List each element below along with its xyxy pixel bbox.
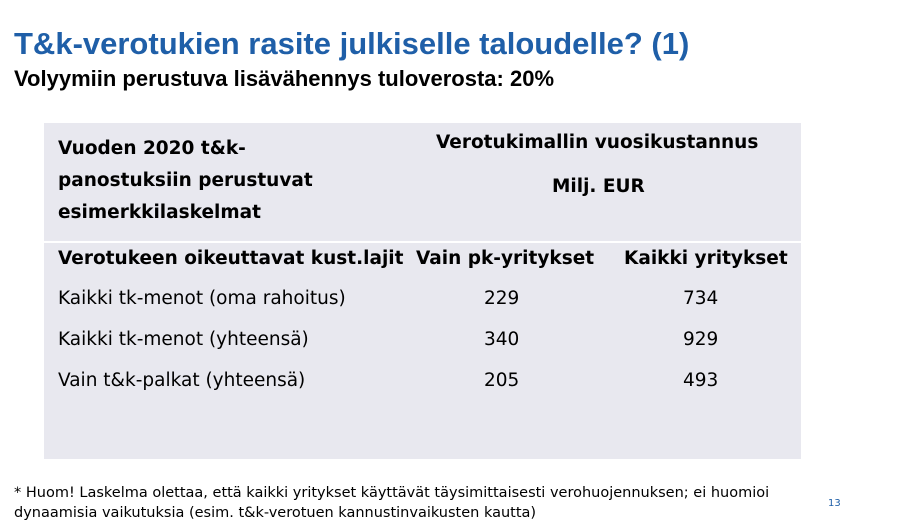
column-header-all-companies: Kaikki yritykset (624, 248, 788, 269)
row-label: Kaikki tk-menot (oma rahoitus) (58, 288, 346, 309)
row-value-all: 493 (683, 370, 719, 391)
header-left-line: esimerkkilaskelmat (58, 202, 261, 223)
row-value-sme: 205 (484, 370, 520, 391)
slide-subtitle: Volyymiin perustuva lisävähennys tuloverosta: 20% (14, 66, 555, 91)
header-left-line: Vuoden 2020 t&k- (58, 138, 246, 159)
cost-table (44, 123, 801, 459)
footnote-line: * Huom! Laskelma olettaa, että kaikki yritykset käyttävät täysimittaisesti verohuojennuksen; ei huomioi (14, 485, 770, 501)
row-value-sme: 229 (484, 288, 520, 309)
header-divider (44, 241, 801, 243)
footnote (14, 483, 804, 523)
row-label: Vain t&k-palkat (yhteensä) (58, 370, 306, 391)
row-label: Kaikki tk-menot (yhteensä) (58, 329, 309, 350)
row-value-sme: 340 (484, 329, 520, 350)
page-number: 13 (828, 498, 841, 509)
column-header-sme: Vain pk-yritykset (416, 248, 595, 269)
row-value-all: 929 (683, 329, 719, 350)
table-header-description (58, 133, 313, 229)
column-header-cost-types: Verotukeen oikeuttavat kust.lajit (58, 248, 404, 269)
header-left-line: panostuksiin perustuvat (58, 170, 313, 191)
table-header-annual-cost: Verotukimallin vuosikustannus (436, 132, 759, 153)
footnote-line: dynaamisia vaikutuksia (esim. t&k-verotuen kannustinvaikusten kautta) (14, 505, 537, 521)
row-value-all: 734 (683, 288, 719, 309)
table-header-unit: Milj. EUR (552, 176, 645, 197)
slide-title: T&k-verotukien rasite julkiselle taloudelle? (1) (14, 26, 690, 61)
